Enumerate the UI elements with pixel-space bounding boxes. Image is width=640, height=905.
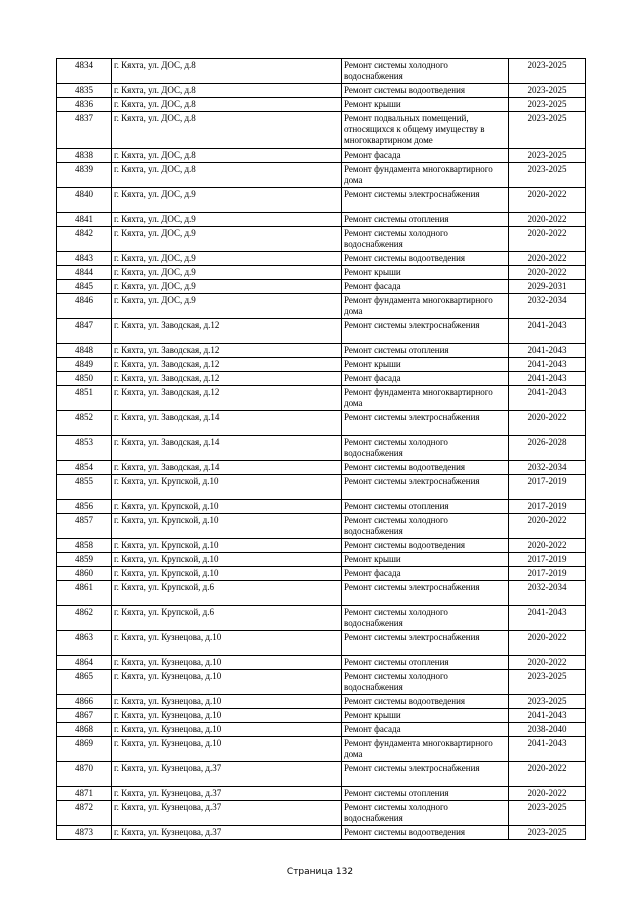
period-cell: 2020-2022: [509, 252, 586, 266]
period-cell: 2020-2022: [509, 213, 586, 227]
address-cell: г. Кяхта, ул. ДОС, д.9: [112, 188, 342, 213]
work-type-cell: Ремонт крыши: [342, 266, 509, 280]
work-type-cell: Ремонт крыши: [342, 553, 509, 567]
row-number-cell: 4846: [57, 294, 112, 319]
address-cell: г. Кяхта, ул. Кузнецова, д.10: [112, 656, 342, 670]
row-number-cell: 4860: [57, 567, 112, 581]
work-type-cell: Ремонт фундамента многоквартирного дома: [342, 163, 509, 188]
work-type-cell: Ремонт системы холодного водоснабжения: [342, 227, 509, 252]
address-cell: г. Кяхта, ул. ДОС, д.8: [112, 59, 342, 84]
period-cell: 2020-2022: [509, 188, 586, 213]
address-cell: г. Кяхта, ул. Крупской, д.10: [112, 514, 342, 539]
table-row: [57, 553, 586, 567]
repair-schedule-table: [56, 58, 586, 840]
row-number-cell: 4871: [57, 787, 112, 801]
table-row: [57, 801, 586, 826]
work-type-cell: Ремонт системы холодного водоснабжения: [342, 436, 509, 461]
row-number-cell: 4837: [57, 112, 112, 149]
period-cell: 2026-2028: [509, 436, 586, 461]
work-type-cell: Ремонт системы электроснабжения: [342, 581, 509, 606]
row-number-cell: 4857: [57, 514, 112, 539]
period-cell: 2020-2022: [509, 631, 586, 656]
table-row: [57, 227, 586, 252]
work-type-cell: Ремонт системы водоотведения: [342, 539, 509, 553]
address-cell: г. Кяхта, ул. Заводская, д.12: [112, 358, 342, 372]
table-row: [57, 266, 586, 280]
table-row: [57, 358, 586, 372]
address-cell: г. Кяхта, ул. Кузнецова, д.10: [112, 670, 342, 695]
address-cell: г. Кяхта, ул. Кузнецова, д.10: [112, 723, 342, 737]
document-page: [56, 58, 583, 840]
address-cell: г. Кяхта, ул. ДОС, д.9: [112, 227, 342, 252]
address-cell: г. Кяхта, ул. ДОС, д.9: [112, 252, 342, 266]
row-number-cell: 4859: [57, 553, 112, 567]
work-type-cell: Ремонт системы отопления: [342, 787, 509, 801]
work-type-cell: Ремонт системы водоотведения: [342, 84, 509, 98]
work-type-cell: Ремонт системы электроснабжения: [342, 762, 509, 787]
table-row: [57, 514, 586, 539]
address-cell: г. Кяхта, ул. ДОС, д.9: [112, 280, 342, 294]
address-cell: г. Кяхта, ул. Заводская, д.14: [112, 436, 342, 461]
address-cell: г. Кяхта, ул. ДОС, д.9: [112, 213, 342, 227]
row-number-cell: 4855: [57, 475, 112, 500]
table-row: [57, 709, 586, 723]
row-number-cell: 4843: [57, 252, 112, 266]
period-cell: 2020-2022: [509, 411, 586, 436]
work-type-cell: Ремонт системы электроснабжения: [342, 631, 509, 656]
address-cell: г. Кяхта, ул. ДОС, д.8: [112, 84, 342, 98]
table-row: [57, 695, 586, 709]
row-number-cell: 4873: [57, 826, 112, 840]
period-cell: 2023-2025: [509, 98, 586, 112]
row-number-cell: 4858: [57, 539, 112, 553]
period-cell: 2041-2043: [509, 319, 586, 344]
row-number-cell: 4840: [57, 188, 112, 213]
work-type-cell: Ремонт фасада: [342, 723, 509, 737]
work-type-cell: Ремонт крыши: [342, 709, 509, 723]
row-number-cell: 4866: [57, 695, 112, 709]
address-cell: г. Кяхта, ул. Кузнецова, д.37: [112, 826, 342, 840]
table-row: [57, 112, 586, 149]
table-row: [57, 656, 586, 670]
table-row: [57, 213, 586, 227]
period-cell: 2017-2019: [509, 500, 586, 514]
row-number-cell: 4835: [57, 84, 112, 98]
address-cell: г. Кяхта, ул. Кузнецова, д.10: [112, 709, 342, 723]
address-cell: г. Кяхта, ул. Кузнецова, д.10: [112, 631, 342, 656]
address-cell: г. Кяхта, ул. Кузнецова, д.10: [112, 737, 342, 762]
address-cell: г. Кяхта, ул. ДОС, д.9: [112, 294, 342, 319]
period-cell: 2041-2043: [509, 737, 586, 762]
table-row: [57, 98, 586, 112]
table-row: [57, 500, 586, 514]
period-cell: 2020-2022: [509, 266, 586, 280]
period-cell: 2041-2043: [509, 386, 586, 411]
table-row: [57, 294, 586, 319]
table-row: [57, 436, 586, 461]
work-type-cell: Ремонт системы холодного водоснабжения: [342, 59, 509, 84]
address-cell: г. Кяхта, ул. Крупской, д.10: [112, 475, 342, 500]
address-cell: г. Кяхта, ул. ДОС, д.8: [112, 163, 342, 188]
row-number-cell: 4838: [57, 149, 112, 163]
address-cell: г. Кяхта, ул. Заводская, д.12: [112, 372, 342, 386]
address-cell: г. Кяхта, ул. Заводская, д.12: [112, 344, 342, 358]
work-type-cell: Ремонт фундамента многоквартирного дома: [342, 737, 509, 762]
row-number-cell: 4868: [57, 723, 112, 737]
table-row: [57, 787, 586, 801]
row-number-cell: 4844: [57, 266, 112, 280]
address-cell: г. Кяхта, ул. ДОС, д.8: [112, 112, 342, 149]
address-cell: г. Кяхта, ул. Заводская, д.14: [112, 411, 342, 436]
row-number-cell: 4836: [57, 98, 112, 112]
work-type-cell: Ремонт системы отопления: [342, 656, 509, 670]
address-cell: г. Кяхта, ул. Крупской, д.6: [112, 581, 342, 606]
address-cell: г. Кяхта, ул. Крупской, д.10: [112, 567, 342, 581]
period-cell: 2017-2019: [509, 567, 586, 581]
work-type-cell: Ремонт подвальных помещений, относящихся к общему имуществу в многоквартирном доме: [342, 112, 509, 149]
table-row: [57, 631, 586, 656]
work-type-cell: Ремонт системы электроснабжения: [342, 319, 509, 344]
row-number-cell: 4853: [57, 436, 112, 461]
row-number-cell: 4870: [57, 762, 112, 787]
address-cell: г. Кяхта, ул. ДОС, д.8: [112, 149, 342, 163]
row-number-cell: 4861: [57, 581, 112, 606]
work-type-cell: Ремонт системы электроснабжения: [342, 475, 509, 500]
period-cell: 2032-2034: [509, 294, 586, 319]
table-row: [57, 723, 586, 737]
table-row: [57, 344, 586, 358]
row-number-cell: 4867: [57, 709, 112, 723]
row-number-cell: 4848: [57, 344, 112, 358]
work-type-cell: Ремонт системы водоотведения: [342, 695, 509, 709]
period-cell: 2023-2025: [509, 826, 586, 840]
table-row: [57, 319, 586, 344]
work-type-cell: Ремонт системы холодного водоснабжения: [342, 514, 509, 539]
row-number-cell: 4849: [57, 358, 112, 372]
table-row: [57, 188, 586, 213]
table-row: [57, 280, 586, 294]
page-number: Страница 132: [286, 867, 354, 877]
work-type-cell: Ремонт системы водоотведения: [342, 252, 509, 266]
row-number-cell: 4869: [57, 737, 112, 762]
period-cell: 2041-2043: [509, 709, 586, 723]
work-type-cell: Ремонт фундамента многоквартирного дома: [342, 294, 509, 319]
work-type-cell: Ремонт системы электроснабжения: [342, 411, 509, 436]
work-type-cell: Ремонт системы отопления: [342, 213, 509, 227]
table-row: [57, 59, 586, 84]
table-row: [57, 411, 586, 436]
table-row: [57, 581, 586, 606]
period-cell: 2017-2019: [509, 475, 586, 500]
table-row: [57, 372, 586, 386]
period-cell: 2020-2022: [509, 787, 586, 801]
period-cell: 2020-2022: [509, 762, 586, 787]
period-cell: 2020-2022: [509, 514, 586, 539]
work-type-cell: Ремонт фасада: [342, 372, 509, 386]
row-number-cell: 4841: [57, 213, 112, 227]
work-type-cell: Ремонт системы отопления: [342, 500, 509, 514]
work-type-cell: Ремонт системы электроснабжения: [342, 188, 509, 213]
work-type-cell: Ремонт системы водоотведения: [342, 826, 509, 840]
period-cell: 2023-2025: [509, 670, 586, 695]
period-cell: 2041-2043: [509, 358, 586, 372]
table-row: [57, 826, 586, 840]
period-cell: 2038-2040: [509, 723, 586, 737]
table-row: [57, 567, 586, 581]
row-number-cell: 4850: [57, 372, 112, 386]
period-cell: 2023-2025: [509, 112, 586, 149]
work-type-cell: Ремонт системы отопления: [342, 344, 509, 358]
table-row: [57, 670, 586, 695]
work-type-cell: Ремонт фасада: [342, 567, 509, 581]
work-type-cell: Ремонт системы холодного водоснабжения: [342, 670, 509, 695]
table-row: [57, 252, 586, 266]
address-cell: г. Кяхта, ул. Крупской, д.10: [112, 500, 342, 514]
address-cell: г. Кяхта, ул. Заводская, д.12: [112, 319, 342, 344]
period-cell: 2023-2025: [509, 163, 586, 188]
row-number-cell: 4847: [57, 319, 112, 344]
row-number-cell: 4854: [57, 461, 112, 475]
address-cell: г. Кяхта, ул. ДОС, д.8: [112, 98, 342, 112]
period-cell: 2032-2034: [509, 461, 586, 475]
table-row: [57, 84, 586, 98]
table-row: [57, 163, 586, 188]
address-cell: г. Кяхта, ул. Кузнецова, д.37: [112, 801, 342, 826]
row-number-cell: 4863: [57, 631, 112, 656]
row-number-cell: 4839: [57, 163, 112, 188]
table-row: [57, 539, 586, 553]
address-cell: г. Кяхта, ул. Кузнецова, д.10: [112, 695, 342, 709]
period-cell: 2017-2019: [509, 553, 586, 567]
period-cell: 2023-2025: [509, 801, 586, 826]
period-cell: 2020-2022: [509, 539, 586, 553]
period-cell: 2023-2025: [509, 59, 586, 84]
work-type-cell: Ремонт фундамента многоквартирного дома: [342, 386, 509, 411]
period-cell: 2020-2022: [509, 227, 586, 252]
table-row: [57, 386, 586, 411]
address-cell: г. Кяхта, ул. ДОС, д.9: [112, 266, 342, 280]
period-cell: 2032-2034: [509, 581, 586, 606]
work-type-cell: Ремонт системы холодного водоснабжения: [342, 606, 509, 631]
row-number-cell: 4865: [57, 670, 112, 695]
row-number-cell: 4872: [57, 801, 112, 826]
table-row: [57, 461, 586, 475]
work-type-cell: Ремонт крыши: [342, 358, 509, 372]
row-number-cell: 4864: [57, 656, 112, 670]
address-cell: г. Кяхта, ул. Заводская, д.12: [112, 386, 342, 411]
period-cell: 2029-2031: [509, 280, 586, 294]
table-row: [57, 762, 586, 787]
address-cell: г. Кяхта, ул. Крупской, д.6: [112, 606, 342, 631]
row-number-cell: 4834: [57, 59, 112, 84]
work-type-cell: Ремонт системы водоотведения: [342, 461, 509, 475]
period-cell: 2041-2043: [509, 372, 586, 386]
row-number-cell: 4845: [57, 280, 112, 294]
row-number-cell: 4862: [57, 606, 112, 631]
period-cell: 2023-2025: [509, 695, 586, 709]
work-type-cell: Ремонт крыши: [342, 98, 509, 112]
row-number-cell: 4852: [57, 411, 112, 436]
period-cell: 2041-2043: [509, 606, 586, 631]
address-cell: г. Кяхта, ул. Крупской, д.10: [112, 553, 342, 567]
period-cell: 2023-2025: [509, 84, 586, 98]
address-cell: г. Кяхта, ул. Кузнецова, д.37: [112, 762, 342, 787]
address-cell: г. Кяхта, ул. Крупской, д.10: [112, 539, 342, 553]
work-type-cell: Ремонт фасада: [342, 149, 509, 163]
period-cell: 2020-2022: [509, 656, 586, 670]
table-row: [57, 475, 586, 500]
address-cell: г. Кяхта, ул. Кузнецова, д.37: [112, 787, 342, 801]
work-type-cell: Ремонт системы холодного водоснабжения: [342, 801, 509, 826]
row-number-cell: 4851: [57, 386, 112, 411]
period-cell: 2023-2025: [509, 149, 586, 163]
table-body: [57, 59, 586, 840]
row-number-cell: 4856: [57, 500, 112, 514]
table-row: [57, 606, 586, 631]
period-cell: 2041-2043: [509, 344, 586, 358]
work-type-cell: Ремонт фасада: [342, 280, 509, 294]
table-row: [57, 149, 586, 163]
address-cell: г. Кяхта, ул. Заводская, д.14: [112, 461, 342, 475]
table-row: [57, 737, 586, 762]
row-number-cell: 4842: [57, 227, 112, 252]
